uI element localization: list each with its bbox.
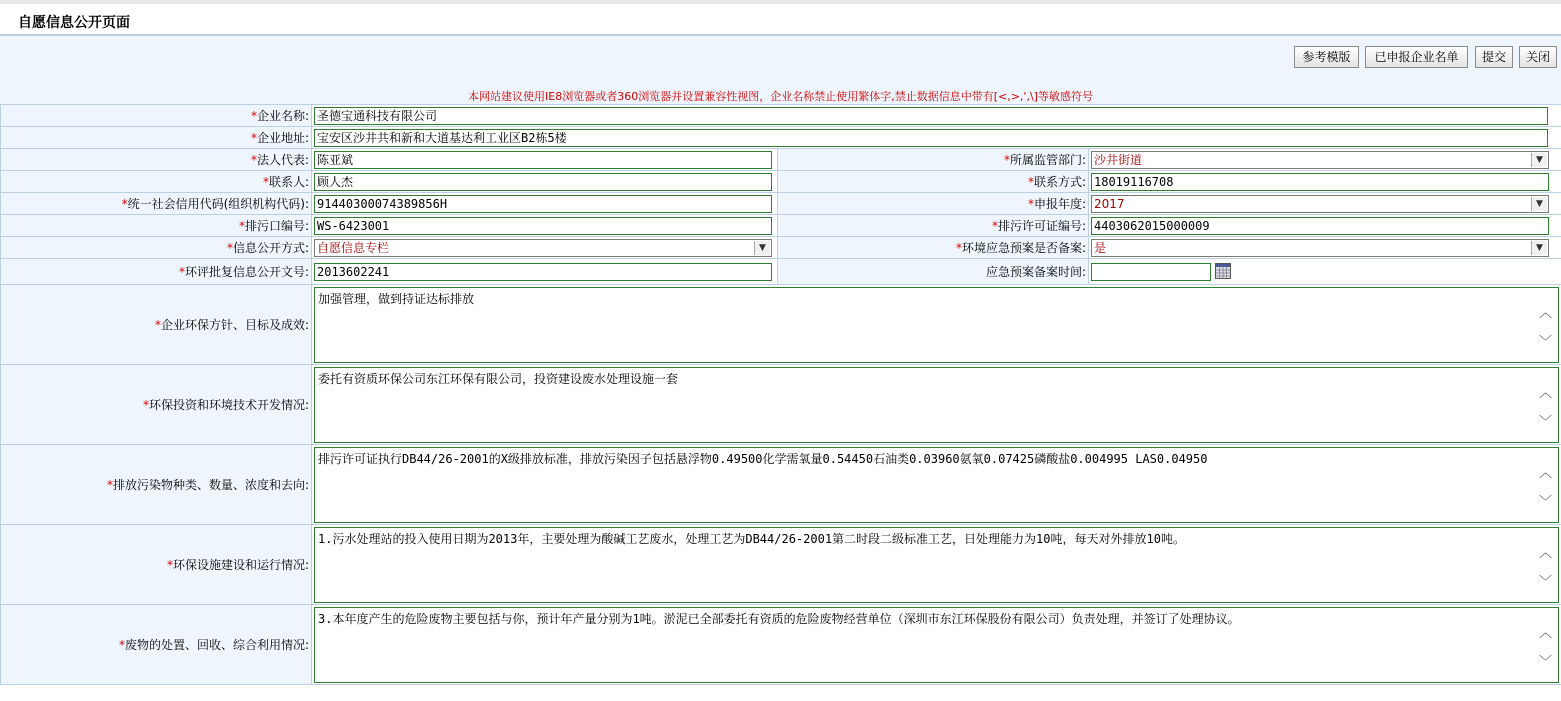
eia-doc-number-input[interactable]: 2013602241 — [314, 263, 772, 281]
pollutants-textarea[interactable]: 排污许可证执行DB44/26-2001的X级排放标准，排放污染因子包括悬浮物0.49500化学需氧量0.54450石油类0.03960氨氧0.07425磷酸盐0.004995 LAS0.04950 ︿ ﹀ — [314, 447, 1559, 523]
company-name-label: *企业名称: — [1, 105, 312, 127]
env-policy-textarea[interactable]: 加强管理，做到持证达标排放 ︿ ﹀ — [314, 287, 1559, 363]
permit-number-label: *排污许可证编号: — [778, 215, 1089, 237]
emergency-plan-time-input[interactable] — [1091, 263, 1211, 281]
legal-rep-input[interactable]: 陈亚斌 — [314, 151, 772, 169]
waste-textarea[interactable]: 3.本年度产生的危险废物主要包括与你，预计年产量分别为1吨。淤泥已全部委托有资质的危险废物经营单位（深圳市东江环保股份有限公司）负责处理，并签订了处理协议。 ︿ ﹀ — [314, 607, 1559, 683]
toolbar — [0, 36, 1561, 104]
company-name-input[interactable]: 圣德宝通科技有限公司 — [314, 107, 1548, 125]
chevron-down-icon[interactable]: ﹀ — [1538, 574, 1552, 590]
contact-person-label: *联系人: — [1, 171, 312, 193]
legal-rep-label: *法人代表: — [1, 149, 312, 171]
chevron-down-icon[interactable]: ﹀ — [1538, 414, 1552, 430]
disclosure-method-select[interactable]: 自愿信息专栏 ▼ — [314, 239, 772, 257]
report-year-select[interactable]: 2017 ▼ — [1091, 195, 1549, 213]
browser-notice: 本网站建议使用IE8浏览器或者360浏览器并设置兼容性视图，企业名称禁止使用繁体字,禁止数据信息中带有[<,>,',\]等敏感符号 — [468, 90, 1093, 103]
emergency-plan-filed-select[interactable]: 是 ▼ — [1091, 239, 1549, 257]
chevron-up-icon[interactable]: ︿ — [1538, 545, 1552, 561]
chevron-down-icon[interactable]: ▼ — [754, 241, 770, 255]
pollutants-label: *排放污染物种类、数量、浓度和去向: — [1, 445, 312, 525]
waste-label: *废物的处置、回收、综合利用情况: — [1, 605, 312, 685]
permit-number-input[interactable]: 4403062015000009 — [1091, 217, 1549, 235]
company-address-label: *企业地址: — [1, 127, 312, 149]
outlet-number-label: *排污口编号: — [1, 215, 312, 237]
chevron-up-icon[interactable]: ︿ — [1538, 625, 1552, 641]
emergency-plan-time-label: 应急预案备案时间: — [778, 259, 1089, 285]
chevron-down-icon[interactable]: ﹀ — [1538, 654, 1552, 670]
credit-code-label: *统一社会信用代码(组织机构代码): — [1, 193, 312, 215]
emergency-plan-filed-label: *环境应急预案是否备案: — [778, 237, 1089, 259]
contact-person-input[interactable]: 顾人杰 — [314, 173, 772, 191]
contact-phone-input[interactable]: 18019116708 — [1091, 173, 1549, 191]
facilities-textarea[interactable]: 1.污水处理站的投入使用日期为2013年，主要处理为酸碱工艺废水，处理工艺为DB44/26-2001第二时段二级标准工艺，日处理能力为10吨，每天对外排放10吨。 ︿ ﹀ — [314, 527, 1559, 603]
chevron-up-icon[interactable]: ︿ — [1538, 385, 1552, 401]
disclosure-method-label: *信息公开方式: — [1, 237, 312, 259]
chevron-down-icon[interactable]: ▼ — [1531, 197, 1547, 211]
chevron-down-icon[interactable]: ▼ — [1531, 241, 1547, 255]
close-button[interactable]: 关闭 — [1519, 46, 1557, 68]
calendar-icon[interactable] — [1215, 263, 1231, 279]
chevron-down-icon[interactable]: ▼ — [1531, 153, 1547, 167]
submit-button[interactable]: 提交 — [1475, 46, 1513, 68]
credit-code-input[interactable]: 91440300074389856H — [314, 195, 772, 213]
report-year-label: *申报年度: — [778, 193, 1089, 215]
env-investment-label: *环保投资和环境技术开发情况: — [1, 365, 312, 445]
eia-doc-number-label: *环评批复信息公开文号: — [1, 259, 312, 285]
title-bar — [0, 0, 1561, 36]
chevron-up-icon[interactable]: ︿ — [1538, 305, 1552, 321]
reference-template-button[interactable]: 参考模版 — [1294, 46, 1359, 68]
chevron-down-icon[interactable]: ﹀ — [1538, 334, 1552, 350]
company-address-input[interactable]: 宝安区沙井共和新和大道基达利工业区B2栋5楼 — [314, 129, 1548, 147]
chevron-down-icon[interactable]: ﹀ — [1538, 494, 1552, 510]
facilities-label: *环保设施建设和运行情况: — [1, 525, 312, 605]
contact-phone-label: *联系方式: — [778, 171, 1089, 193]
env-investment-textarea[interactable]: 委托有资质环保公司东江环保有限公司，投资建设废水处理设施一套 ︿ ﹀ — [314, 367, 1559, 443]
supervision-dept-label: *所属监管部门: — [778, 149, 1089, 171]
outlet-number-input[interactable]: WS-6423001 — [314, 217, 772, 235]
page-title: 自愿信息公开页面 — [18, 15, 130, 31]
disclosure-form — [0, 104, 1561, 685]
chevron-up-icon[interactable]: ︿ — [1538, 465, 1552, 481]
supervision-dept-select[interactable]: 沙井街道 ▼ — [1091, 151, 1549, 169]
declared-companies-button[interactable]: 已申报企业名单 — [1365, 46, 1468, 68]
env-policy-label: *企业环保方针、目标及成效: — [1, 285, 312, 365]
